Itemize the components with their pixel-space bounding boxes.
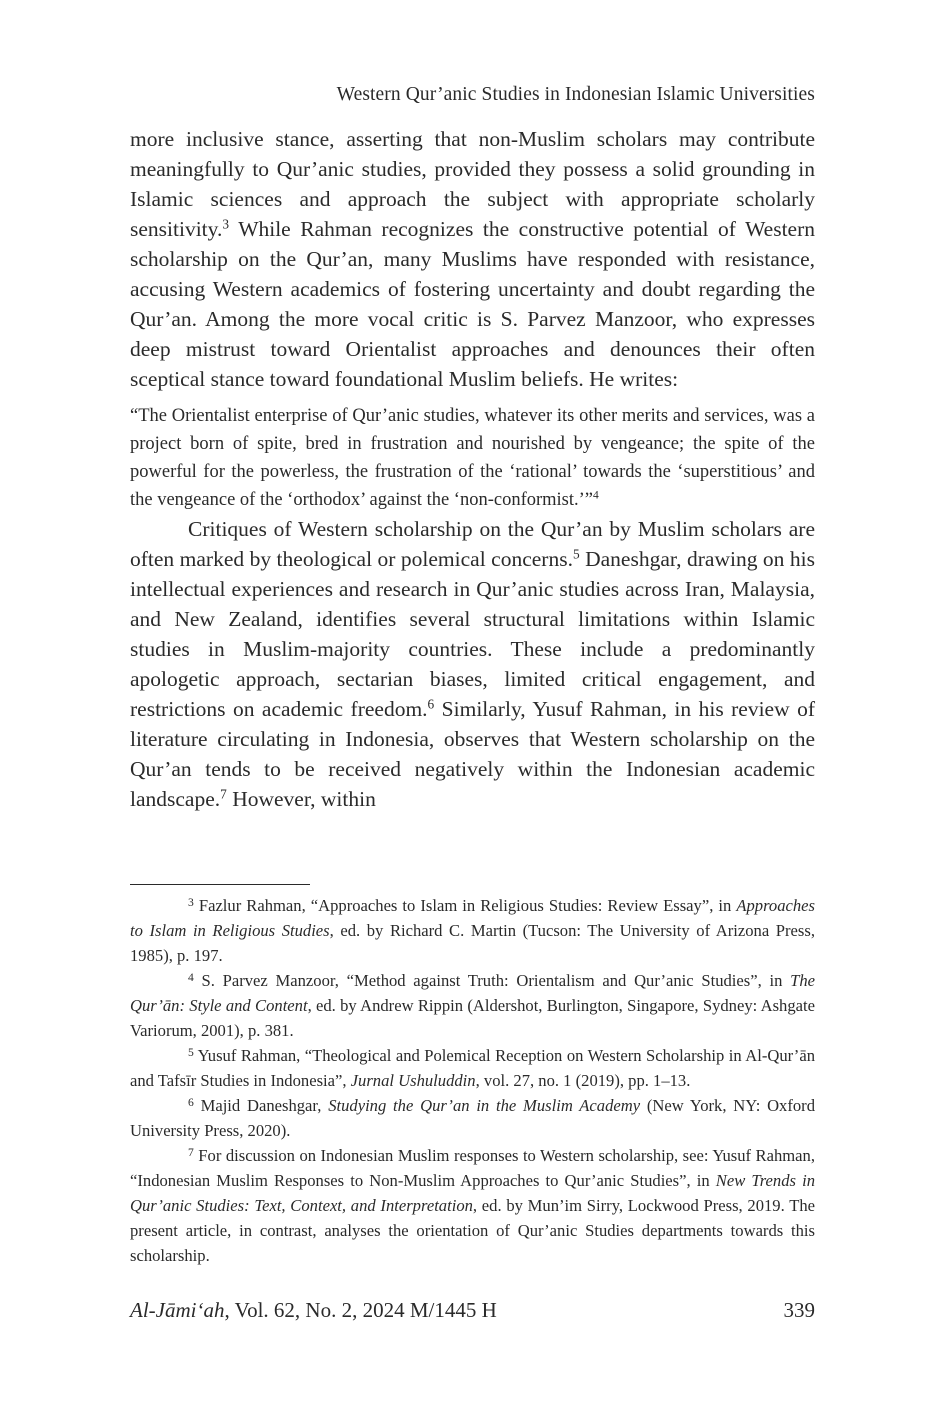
footnote-6 [130, 1093, 815, 1143]
footnote-3-text-a: Fazlur Rahman, “Approaches to Islam in Religious Studies: Review Essay”, in [193, 896, 737, 915]
footnotes [130, 893, 815, 1268]
footer-citation [130, 1298, 497, 1323]
footnote-ref-4[interactable]: 4 [593, 489, 599, 502]
running-head: Western Qur’anic Studies in Indonesian Islamic Universities [336, 84, 815, 105]
footnote-6-text-a: Majid Daneshgar, [193, 1096, 329, 1115]
journal-issue: , Vol. 62, No. 2, 2024 M/1445 H [224, 1298, 497, 1322]
footnote-6-text-b: (New York, NY: Oxford University Press, 2020). [130, 1096, 815, 1140]
footnote-ref-5[interactable]: 5 [572, 546, 580, 562]
footnote-3-title: Approaches to Islam in Religious Studies [130, 896, 815, 940]
paragraph-2-text-a: Critiques of Western scholarship on the Qur’an by Muslim scholars are often marked by theological or polemical concerns. [130, 517, 815, 571]
footnote-6-number: 6 [188, 1095, 194, 1109]
footnote-ref-3[interactable]: 3 [222, 216, 230, 232]
paragraph-2-text-c: Similarly, Yusuf Rahman, in his review of literature circulating in Indonesia, observes that Western scholarship on the Qur’an tends to be received negatively within the Indonesian academic landscape. [130, 697, 815, 811]
footnote-5 [130, 1043, 815, 1093]
paragraph-1 [130, 124, 815, 394]
footnote-3 [130, 893, 815, 968]
paragraph-1-text-b: While Rahman recognizes the constructive potential of Western scholarship on the Qur’an, many Muslims have responded with resistance, accusing Western academics of fostering uncertainty and doubt regarding the Qur’an. Among the more vocal critic is S. Parvez Manzoor, who expresses deep mistrust toward Orientalist approaches and denounces their often sceptical stance toward foundational Muslim beliefs. He writes: [130, 217, 815, 391]
footnote-4-text-a: S. Parvez Manzoor, “Method against Truth: Orientalism and Qur’anic Studies”, in [193, 971, 791, 990]
page-number: 339 [783, 1298, 815, 1322]
footnote-3-number: 3 [188, 895, 194, 909]
block-quote [130, 402, 815, 514]
footnote-divider [130, 884, 310, 885]
paragraph-2 [130, 514, 815, 814]
main-text [130, 124, 815, 814]
footnote-7-number: 7 [188, 1145, 194, 1159]
footnote-7-text-a: For discussion on Indonesian Muslim responses to Western scholarship, see: Yusuf Rahman, “Indonesian Muslim Responses to Non-Muslim Approaches to Qur’anic Studies”, in [130, 1146, 815, 1190]
footnote-4 [130, 968, 815, 1043]
page-footer [130, 1298, 815, 1323]
paragraph-2-text-b: Daneshgar, drawing on his intellectual experiences and research in Qur’anic studies across Iran, Malaysia, and New Zealand, identifies several structural limitations within Islamic studies in Muslim-majority countries. These include a predominantly apologetic approach, sectarian biases, limited critical engagement, and restrictions on academic freedom. [130, 547, 815, 721]
footnote-7-text-b: , ed. by Mun’im Sirry, Lockwood Press, 2019. The present article, in contrast, analyses the orientation of Qur’anic Studies departments towards this scholarship. [130, 1196, 815, 1265]
block-quote-text [130, 402, 815, 514]
footnote-4-text-b: , ed. by Andrew Rippin (Aldershot, Burlington, Singapore, Sydney: Ashgate Variorum, 2001), p. 381. [130, 996, 815, 1040]
paragraph-1-text-a: more inclusive stance, asserting that non-Muslim scholars may contribute meaningfully to Qur’anic studies, provided they possess a solid grounding in Islamic sciences and approach the subject with appropriate scholarly sensitivity. [130, 127, 815, 241]
footnote-5-text-a: Yusuf Rahman, “Theological and Polemical Reception on Western Scholarship in Al-Qur’ān and Tafsīr Studies in Indonesia”, [130, 1046, 815, 1090]
footnote-ref-6[interactable]: 6 [427, 696, 435, 712]
footnote-7 [130, 1143, 815, 1268]
footnote-4-number: 4 [188, 970, 194, 984]
footnote-5-title: Jurnal Ushuluddin [350, 1071, 476, 1090]
footnote-4-title: The Qur’ān: Style and Content [130, 971, 815, 1015]
quote-text: “The Orientalist enterprise of Qur’anic studies, whatever its other merits and services, was a project born of spite, bred in frustration and nourished by vengeance; the spite of the powerful for the powerless, the frustration of the ‘rational’ towards the ‘superstitious’ and the vengeance of the ‘orthodox’ against the ‘non-conformist.’” [130, 406, 815, 510]
footnote-5-text-b: , vol. 27, no. 1 (2019), pp. 1–13. [475, 1071, 691, 1090]
footnote-5-number: 5 [188, 1045, 194, 1059]
footnote-6-title: Studying the Qur’an in the Muslim Academy [328, 1096, 641, 1115]
paragraph-2-text-d: However, within [226, 787, 376, 811]
footnote-ref-7[interactable]: 7 [220, 786, 227, 802]
footnote-7-title: New Trends in Qur’anic Studies: Text, Context, and Interpretation [130, 1171, 815, 1215]
footnote-3-text-b: , ed. by Richard C. Martin (Tucson: The University of Arizona Press, 1985), p. 197. [130, 921, 815, 965]
journal-name: Al-Jāmi‘ah [130, 1298, 225, 1322]
